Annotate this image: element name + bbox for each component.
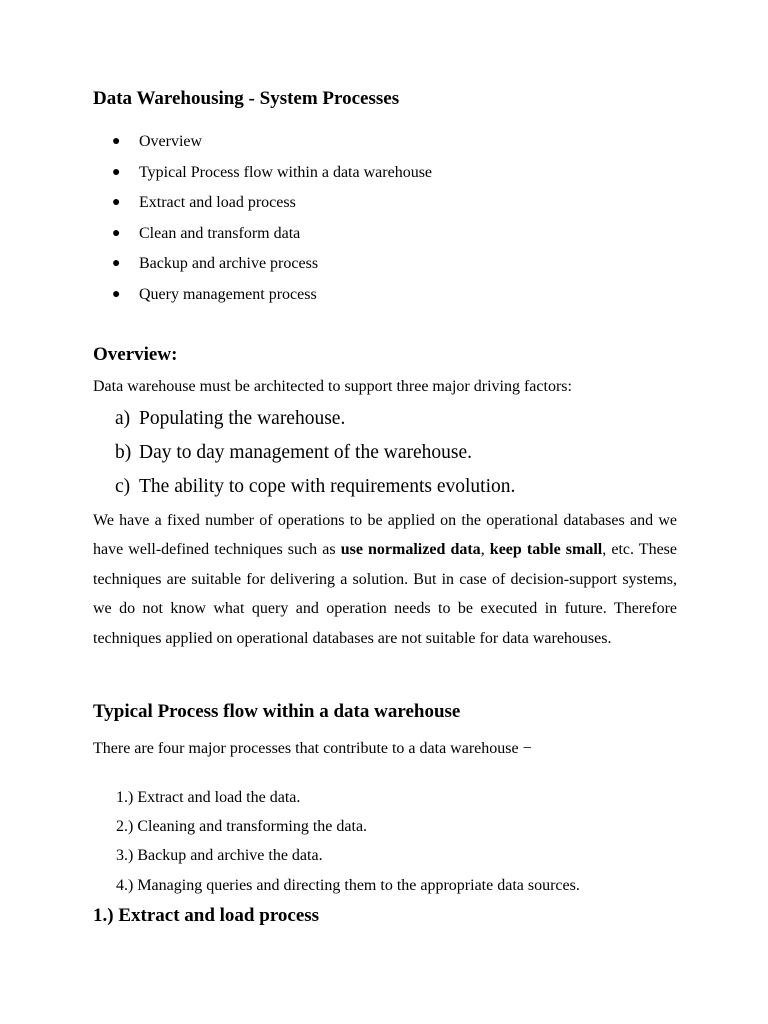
process-flow-heading: Typical Process flow within a data warehouse — [93, 701, 461, 722]
overview-paragraph: We have a fixed number of operations to be applied on the operational databases and we have well-defined techniques such as use normalized data, keep table small, etc. These techniques are suitable for delivering a solution. But in case of decision-support systems, we do not know what query and operation needs to be executed in future. Therefore techniques applied on operational databases are not suitable for data warehouses. — [93, 512, 678, 647]
contents-list — [112, 131, 432, 315]
list-item: ● Clean and transform data — [112, 223, 432, 254]
bold-term: keep table small — [489, 541, 603, 559]
bullet-icon: ● — [112, 256, 121, 272]
list-item: ● Overview — [112, 131, 432, 162]
list-item: ● Query management process — [112, 284, 432, 315]
bullet-icon: ● — [112, 134, 121, 149]
list-item: 3.) Backup and archive the data. — [116, 847, 323, 865]
list-item: a) Populating the warehouse. — [115, 408, 346, 429]
list-item: 1.) Extract and load the data. — [116, 789, 301, 806]
list-item: c) The ability to cope with requirements evolution. — [115, 476, 516, 497]
bullet-icon: ● — [112, 286, 121, 302]
list-item: ● Backup and archive process — [112, 253, 432, 284]
list-item: 4.) Managing queries and directing them to the appropriate data sources. — [116, 876, 580, 894]
bullet-icon: ● — [112, 164, 121, 180]
list-item: ● Typical Process flow within a data warehouse — [112, 162, 432, 193]
overview-heading: Overview: — [93, 344, 178, 365]
process-flow-intro: There are four major processes that contribute to a data warehouse − — [93, 740, 532, 757]
list-item: ● Extract and load process — [112, 192, 432, 223]
bold-term: use normalized data — [340, 541, 481, 559]
process-steps-list — [116, 787, 580, 904]
list-item: 2.) Cleaning and transforming the data. — [116, 818, 368, 836]
list-item: b) Day to day management of the warehouse. — [115, 442, 473, 463]
extract-load-heading: 1.) Extract and load process — [93, 905, 320, 926]
page-title: Data Warehousing - System Processes — [93, 88, 400, 109]
bullet-icon: ● — [112, 195, 121, 211]
driving-factors-list — [115, 405, 515, 507]
bullet-icon: ● — [112, 225, 121, 241]
overview-intro: Data warehouse must be architected to support three major driving factors: — [93, 378, 572, 395]
